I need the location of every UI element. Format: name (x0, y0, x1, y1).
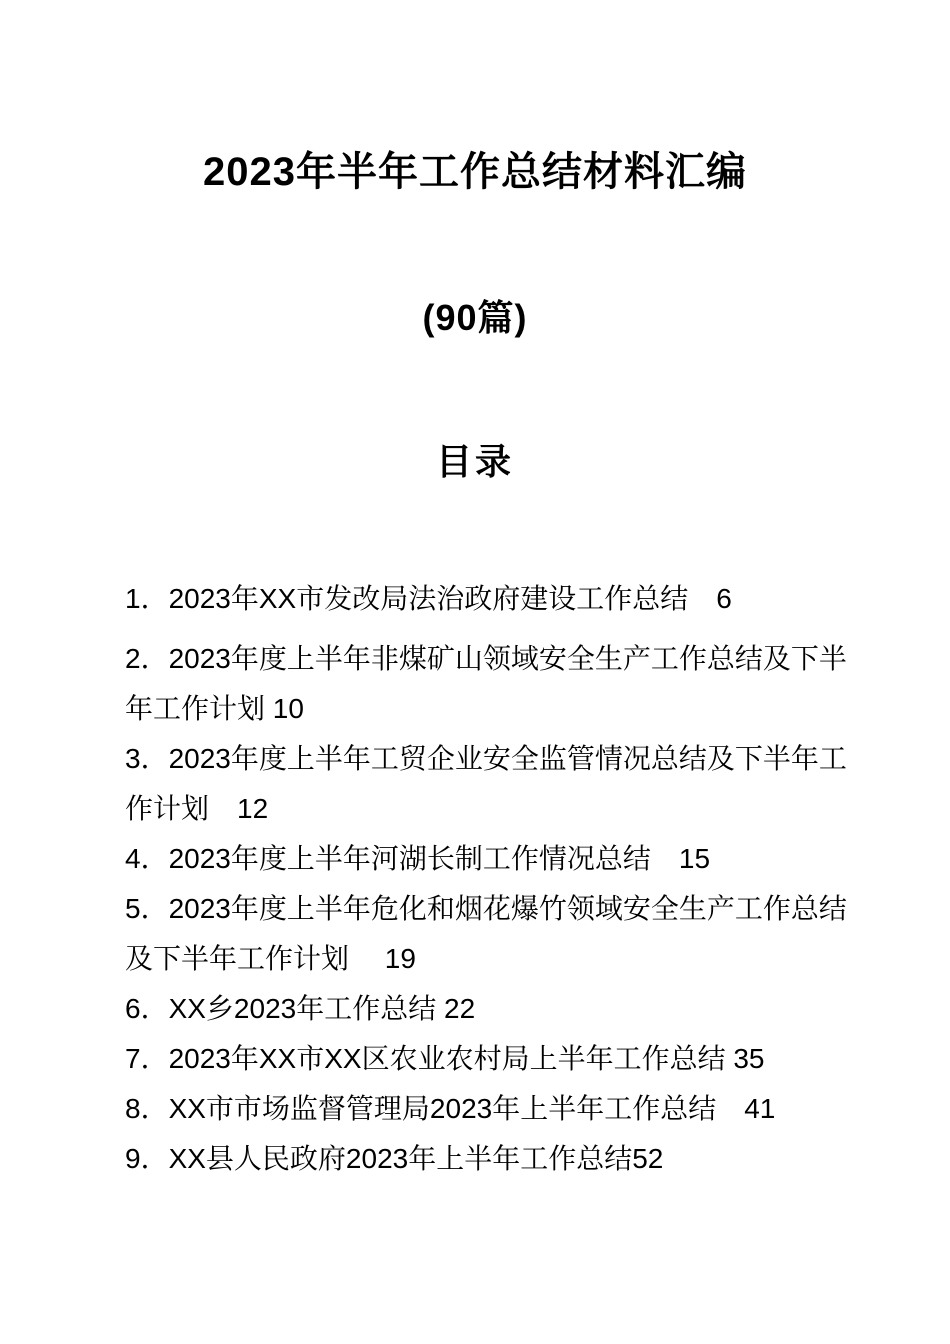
toc-entry-8-label: 8．XX市市场监督管理局2023年上半年工作总结 (125, 1093, 745, 1124)
toc-entry-1-page: 6 (716, 583, 732, 614)
toc-entry-6-page: 22 (444, 993, 476, 1024)
toc-entry-4-label: 4．2023年度上半年河湖长制工作情况总结 (125, 843, 679, 874)
toc-entry-1-label: 1．2023年XX市发改局法治政府建设工作总结 (125, 583, 717, 614)
toc-entry-7-label: 7．2023年XX市XX区农业农村局上半年工作总结 (125, 1043, 734, 1074)
toc-entry-5-page: 19 (384, 943, 416, 974)
toc-heading: 目录 (435, 441, 514, 482)
toc-entry-7[interactable] (125, 1034, 855, 1084)
toc-entry-2-page: 10 (272, 693, 304, 724)
toc-entry-7-page: 35 (733, 1043, 765, 1074)
toc-entry-2-label: 2．2023年度上半年非煤矿山领域安全生产工作总结及下半年工作计划 (125, 643, 847, 724)
toc-entry-1[interactable] (125, 574, 855, 624)
toc-entry-5-label: 5．2023年度上半年危化和烟花爆竹领域安全生产工作总结及下半年工作计划 (125, 893, 847, 974)
toc-entry-2[interactable] (125, 634, 855, 734)
toc-entry-8-page: 41 (744, 1093, 776, 1124)
toc-entry-3[interactable] (125, 734, 855, 834)
toc-entry-9-label: 9．XX县人民政府2023年上半年工作总结 (125, 1143, 633, 1174)
toc-entry-3-label: 3．2023年度上半年工贸企业安全监管情况总结及下半年工作计划 (125, 743, 847, 824)
toc-list (125, 574, 855, 1184)
toc-entry-6-label: 6．XX乡2023年工作总结 (125, 993, 444, 1024)
toc-entry-9[interactable] (125, 1134, 855, 1184)
document-title: 2023年半年工作总结材料汇编 (203, 150, 747, 194)
toc-entry-5[interactable] (125, 884, 855, 984)
toc-entry-9-page: 52 (632, 1143, 664, 1174)
toc-entry-6[interactable] (125, 984, 855, 1034)
toc-entry-4[interactable] (125, 834, 855, 884)
document-subtitle: (90篇) (422, 297, 528, 338)
toc-entry-4-page: 15 (678, 843, 711, 874)
toc-entry-8[interactable] (125, 1084, 855, 1134)
toc-entry-3-page: 12 (237, 793, 269, 824)
